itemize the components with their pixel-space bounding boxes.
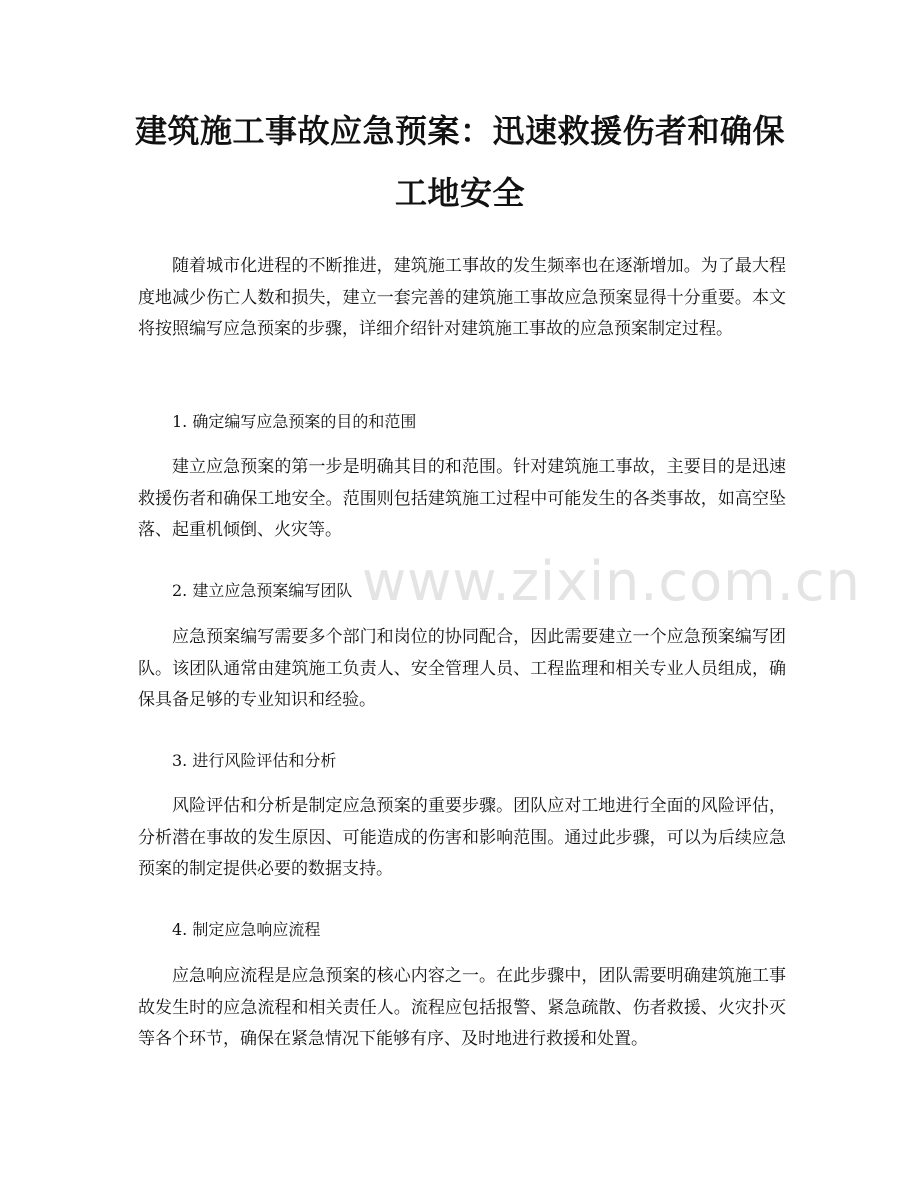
section-heading	[138, 410, 786, 434]
paragraph-text: 随着城市化进程的不断推进，建筑施工事故的发生频率也在逐渐增加。为了最大程度地减少伤亡人数和损失，建立一套完善的建筑施工事故应急预案显得十分重要。本文将按照编写应急预案的步骤，详细介绍针对建筑施工事故的应急预案制定过程。	[138, 256, 786, 339]
section-heading	[138, 579, 786, 603]
section-paragraph	[138, 452, 786, 547]
intro-paragraph	[138, 251, 786, 346]
paragraph-text: 风险评估和分析是制定应急预案的重要步骤。团队应对工地进行全面的风险评估，分析潜在事故的发生原因、可能造成的伤害和影响范围。通过此步骤，可以为后续应急预案的制定提供必要的数据支持。	[138, 796, 786, 879]
section-heading	[138, 918, 786, 942]
heading-text: 4. 制定应急响应流程	[172, 920, 321, 939]
watermark: www.zixin.com.cn	[362, 550, 861, 613]
section-paragraph	[138, 791, 786, 886]
document-title: 建筑施工事故应急预案：迅速救援伤者和确保工地安全	[134, 112, 785, 212]
paragraph-text: 应急预案编写需要多个部门和岗位的协同配合，因此需要建立一个应急预案编写团队。该团队通常由建筑施工负责人、安全管理人员、工程监理和相关专业人员组成，确保具备足够的专业知识和经验。	[138, 627, 786, 710]
paragraph-text: 应急响应流程是应急预案的核心内容之一。在此步骤中，团队需要明确建筑施工事故发生时的应急流程和相关责任人。流程应包括报警、紧急疏散、伤者救援、火灾扑灭等各个环节，确保在紧急情况下能够有序、及时地进行救援和处置。	[138, 966, 786, 1049]
paragraph-text: 建立应急预案的第一步是明确其目的和范围。针对建筑施工事故，主要目的是迅速救援伤者和确保工地安全。范围则包括建筑施工过程中可能发生的各类事故，如高空坠落、起重机倾倒、火灾等。	[138, 457, 786, 540]
heading-text: 2. 建立应急预案编写团队	[172, 581, 353, 600]
section-paragraph	[138, 961, 786, 1056]
section-heading	[138, 749, 786, 773]
heading-text: 1. 确定编写应急预案的目的和范围	[172, 412, 417, 431]
section-paragraph	[138, 622, 786, 717]
heading-text: 3. 进行风险评估和分析	[172, 751, 337, 770]
